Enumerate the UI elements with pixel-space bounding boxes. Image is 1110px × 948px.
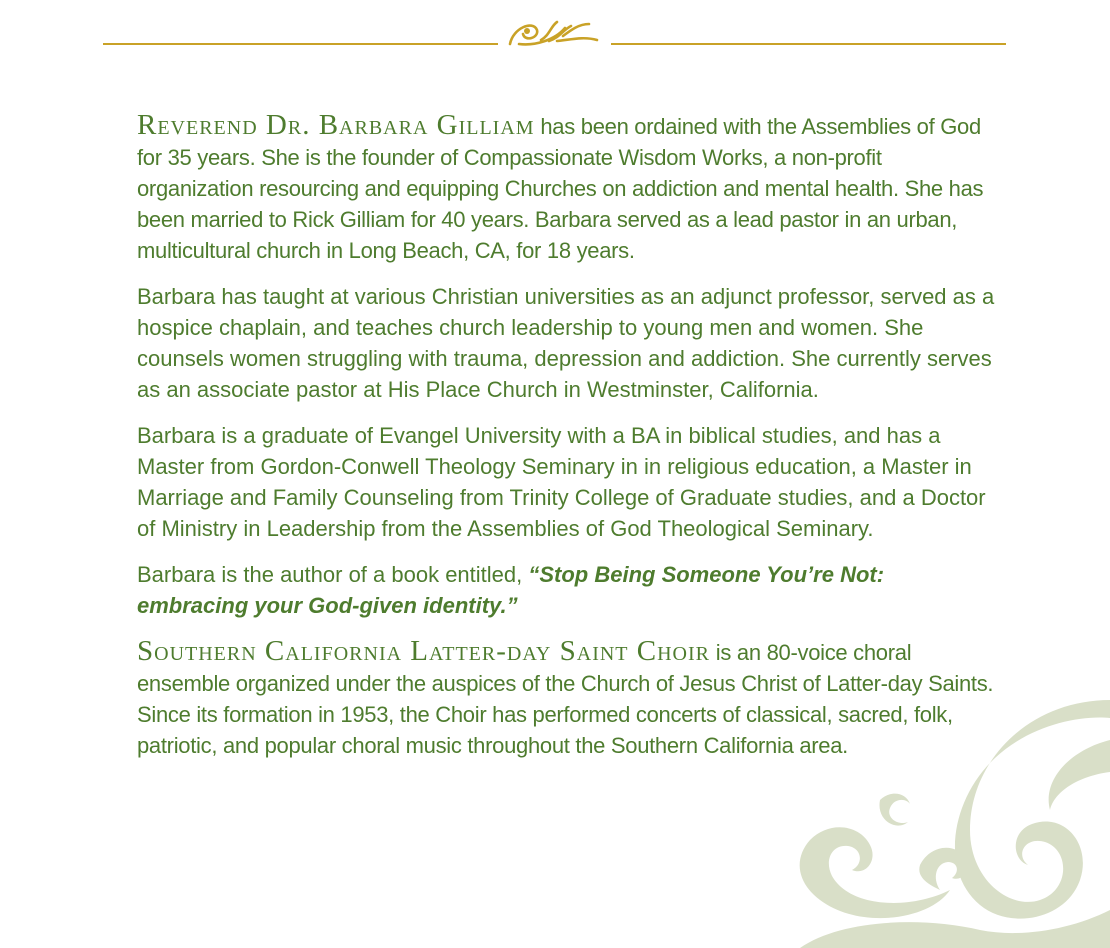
divider-line-left <box>103 43 498 45</box>
green-swirl-flourish-icon <box>780 680 1110 948</box>
choir-name-heading: Southern California Latter-day Saint Choir <box>137 635 710 667</box>
bio-paragraph-3: Barbara is a graduate of Evangel University with a BA in biblical studies, and has a Master from Gordon-Conwell Theology Seminary in in religious education, a Master in Marriage and Family Counseling from Trinity College of Graduate studies, and a Doctor of Ministry in Leadership from the Assemblies of God Theological Seminary. <box>137 423 986 541</box>
biography-content <box>137 110 997 776</box>
divider-line-right <box>611 43 1006 45</box>
choir-paragraph-text: is an 80-voice choral ensemble organized under the auspices of the Church of Jesus Christ of Latter-day Saints. Since its formation in 1953, the Choir has performed concerts of classical, sacred, folk, patriotic, and popular choral music throughout the Southern California area. <box>137 640 994 758</box>
bio-paragraph-1 <box>137 110 997 266</box>
gold-scroll-ornament-icon <box>505 14 605 54</box>
bio-paragraph-4 <box>137 559 997 621</box>
bio-paragraph-4-text: Barbara is the author of a book entitled, <box>137 562 529 587</box>
bio-name-heading: Reverend Dr. Barbara Gilliam <box>137 109 535 141</box>
book-title: “Stop Being Someone You’re Not: embracing your God-given identity.” <box>137 562 885 618</box>
bio-paragraph-2: Barbara has taught at various Christian universities as an adjunct professor, served as a hospice chaplain, and teaches church leadership to young men and women. She counsels women struggling with trauma, depression and addiction. She currently serves as an associate pastor at His Place Church in Westminster, California. <box>137 284 995 402</box>
header-divider <box>0 0 1110 70</box>
bio-paragraph-1-text: has been ordained with the Assemblies of God for 35 years. She is the founder of Compassionate Wisdom Works, a non-profit organization resourcing and equipping Churches on addiction and mental health. She has been married to Rick Gilliam for 40 years. Barbara served as a lead pastor in an urban, multicultural church in Long Beach, CA, for 18 years. <box>137 114 984 263</box>
